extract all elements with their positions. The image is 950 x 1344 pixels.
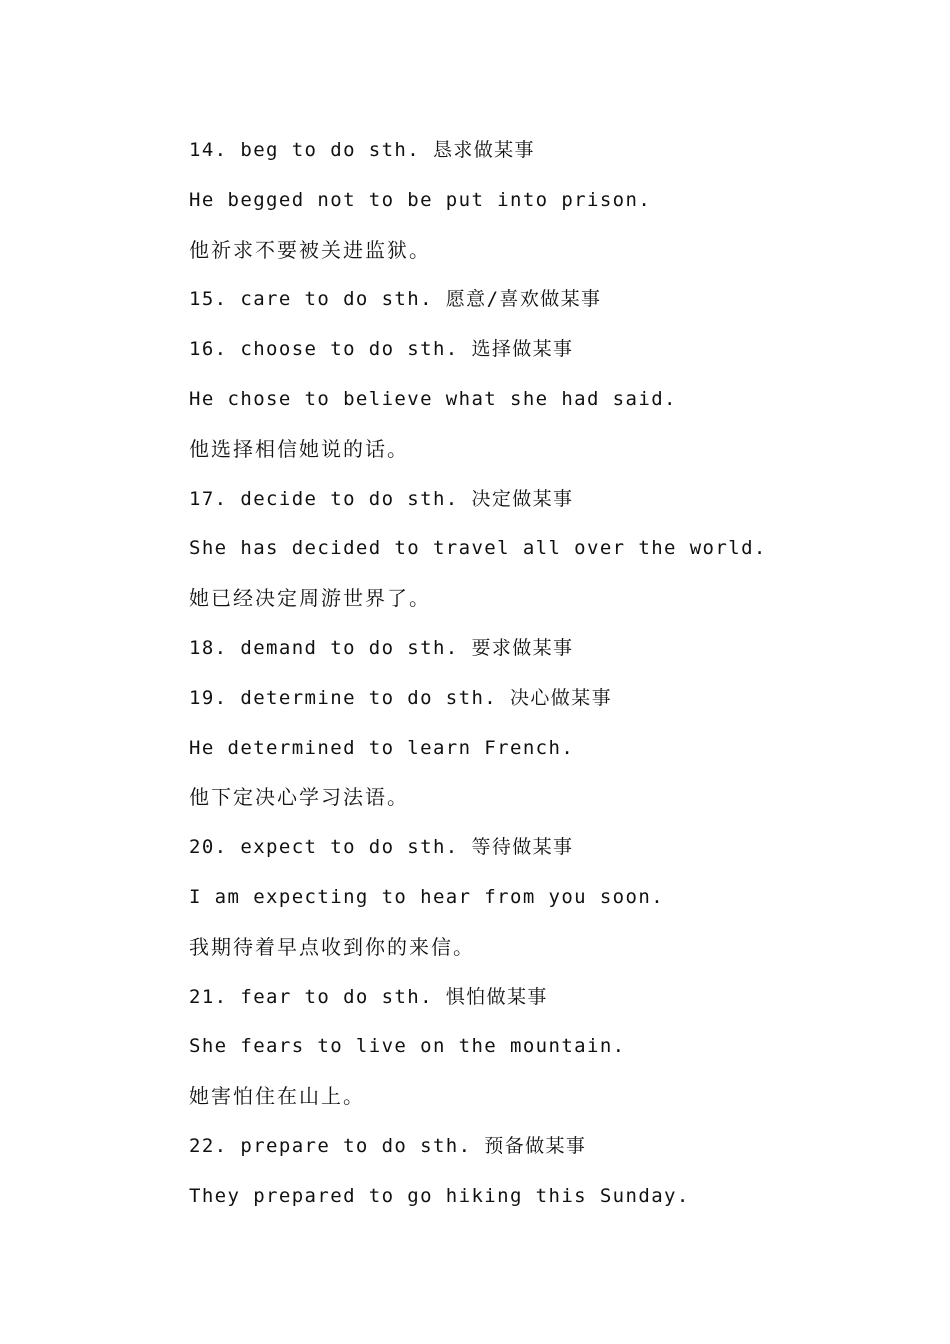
entry-heading: 21. fear to do sth. 惧怕做某事 <box>189 985 548 1008</box>
entry-heading: 18. demand to do sth. 要求做某事 <box>189 636 574 659</box>
entry-heading: 22. prepare to do sth. 预备做某事 <box>189 1134 587 1157</box>
example-sentence-zh: 她已经决定周游世界了。 <box>189 586 431 611</box>
example-sentence-en: He determined to learn French. <box>189 736 575 759</box>
example-sentence-en: They prepared to go hiking this Sunday. <box>189 1184 690 1207</box>
entry-heading: 15. care to do sth. 愿意/喜欢做某事 <box>189 288 602 311</box>
example-sentence-en: I am expecting to hear from you soon. <box>189 885 665 908</box>
example-sentence-zh: 他下定决心学习法语。 <box>189 785 409 810</box>
example-sentence-en: He chose to believe what she had said. <box>189 387 677 410</box>
example-sentence-en: She has decided to travel all over the world. <box>189 537 767 560</box>
entry-heading: 20. expect to do sth. 等待做某事 <box>189 836 574 859</box>
entry-heading: 16. choose to do sth. 选择做某事 <box>189 338 574 361</box>
phrase-list <box>189 135 909 1231</box>
example-sentence-en: He begged not to be put into prison. <box>189 188 652 211</box>
example-sentence-zh: 她害怕住在山上。 <box>189 1084 365 1109</box>
example-sentence-en: She fears to live on the mountain. <box>189 1035 626 1058</box>
entry-heading: 19. determine to do sth. 决心做某事 <box>189 686 612 709</box>
entry-heading: 17. decide to do sth. 决定做某事 <box>189 487 574 510</box>
example-sentence-zh: 我期待着早点收到你的来信。 <box>189 934 475 959</box>
example-sentence-zh: 他选择相信她说的话。 <box>189 436 409 461</box>
example-sentence-zh: 他祈求不要被关进监狱。 <box>189 237 431 262</box>
entry-heading: 14. beg to do sth. 恳求做某事 <box>189 139 535 161</box>
